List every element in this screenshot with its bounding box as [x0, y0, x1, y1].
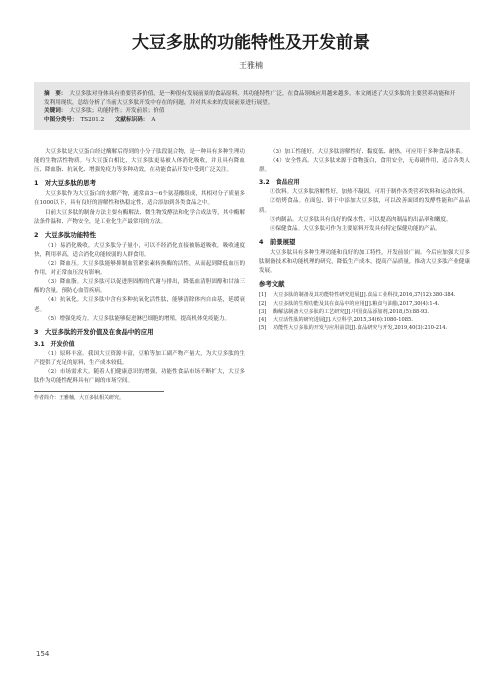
section-2-heading: 2 大豆多肽功能特性 [34, 230, 96, 239]
abstract-box [34, 82, 470, 130]
section-3-heading: 3 大豆多肽的开发价值及在食品中的应用 [34, 327, 154, 336]
author-name: 王雅楠 [239, 61, 263, 70]
abstract-text: 大豆多肽对身体具有重要营养价值，是一种很有发展前景的食品原料，其功能特性广泛，在食品领域应用越来越多。本文阐述了大豆多肽的主要营养功能和开发利用现状，总结分析了当前大豆多肽开发中存在的问题，并对其未来的发展前景进行展望。 [44, 91, 456, 106]
abstract-label: 摘 要： [44, 91, 67, 97]
section-3-2-heading: 3.2 食品应用 [259, 179, 300, 187]
food-use-paragraph-4: ④保健食品。大豆多肽可作为主要原料开发具有特定保健功能的产品。 [270, 225, 441, 232]
doc-code-value: A [151, 116, 156, 123]
reference-item: [1] 大豆多肽的制备及其功能特性研究进展[J].食品工业科技,2016,37(12):380-384. [259, 292, 456, 299]
section-4-heading: 4 前景展望 [259, 237, 296, 246]
food-use-paragraph-2: ②焙烤食品。在面包、饼干中添加大豆多肽，可以改善面团的发酵性能和产品品质。 [259, 198, 470, 214]
food-use-paragraph-1: ①饮料。大豆多肽溶解性好，加热不凝固，可用于制作各类营养饮料和运动饮料。 [270, 189, 469, 196]
section-3-paragraph-3: （3）加工性能好。大豆多肽溶解性好、黏度低、耐热，可应用于多种食品体系。 [270, 149, 467, 155]
section-2-paragraph-3: （3）降血脂。大豆多肽可以促进胆固醇的代谢与排出，降低血清胆固醇和甘油三酯的含量，预防心血管疾病。 [34, 279, 245, 295]
section-2-paragraph-1: （1）易消化吸收。大豆多肽分子量小，可以不经消化直接被肠道吸收，吸收速度快，利用率高，适合消化功能较弱的人群食用。 [34, 242, 245, 258]
left-column [34, 148, 245, 402]
references-list [259, 291, 470, 332]
article-title: 大豆多肽的功能特性及开发前景 [132, 33, 370, 53]
section-2-paragraph-5: （5）增强免疫力。大豆多肽能够促进淋巴细胞的增殖，提高机体免疫能力。 [45, 315, 231, 322]
section-1-paragraph-2: 目前大豆多肽的制备方法主要有酶解法、微生物发酵法和化学合成法等，其中酶解法条件温和、产物安全，是工业化生产最常用的方法。 [34, 209, 245, 225]
clc-value: TS201.2 [80, 116, 105, 123]
section-3-paragraph-2: （2）市场需求大。随着人们健康意识的增强，功能性食品市场不断扩大，大豆多肽作为功能性配料具有广阔的市场空间。 [34, 369, 245, 385]
right-column [259, 148, 470, 402]
section-2-paragraph-2: （2）降血压。大豆多肽能够抑制血管紧张素转换酶的活性，从而起到降低血压的作用，对正常血压没有影响。 [34, 261, 245, 277]
intro-paragraph: 大豆多肽是大豆蛋白经过酶解后得到的小分子肽段混合物，是一种具有多种生理功能的生物活性物质。与大豆蛋白相比，大豆多肽更易被人体消化吸收，并且具有降血压、降血脂、抗氧化、增强免疫力等多种功效，在功能食品开发中受到广泛关注。 [34, 149, 245, 174]
keywords-text: 大豆多肽；功能特性；开发前景；价值 [69, 108, 165, 115]
section-2-paragraph-4: （4）抗氧化。大豆多肽中含有多种抗氧化活性肽，能够清除体内自由基，延缓衰老。 [34, 297, 245, 313]
author-info: 作者简介：王雅楠，大豆多肽相关研究。 [34, 391, 164, 402]
section-1-paragraph-1: 大豆多肽作为大豆蛋白的水解产物，通常由3～6个氨基酸组成，其相对分子质量多在1000以下，具有良好的溶解性和热稳定性，适合添加到各类食品之中。 [34, 191, 245, 207]
page-number: 154 [36, 650, 50, 658]
section-1-heading: 1 对大豆多肽的思考 [34, 179, 96, 188]
references-heading: 参考文献 [259, 280, 285, 289]
section-3-paragraph-4: （4）安全性高。大豆多肽来源于食物蛋白，食用安全，无毒副作用，适合各类人群。 [259, 158, 470, 174]
section-4-paragraph: 大豆多肽具有多种生理功能和良好的加工特性，开发前景广阔。今后应加强大豆多肽制备技术和功能机理的研究，降低生产成本，提高产品质量，推动大豆多肽产业健康发展。 [259, 249, 470, 275]
clc-label: 中图分类号： [44, 116, 78, 123]
reference-item: [3] 酶解法制备大豆多肽的工艺研究[J].中国食品添加剂,2018,(5):88-93. [259, 308, 430, 315]
section-3-paragraph-1: （1）原料丰富。我国大豆资源丰富，豆粕等加工副产物产量大，为大豆多肽的生产提供了充足的原料，生产成本较低。 [34, 350, 245, 366]
body-columns [34, 148, 470, 402]
reference-item: [2] 大豆多肽的生理功能及其在食品中的应用[J].粮食与油脂,2017,30(4):1-4. [259, 300, 440, 307]
reference-item: [5] 功能性大豆多肽的开发与应用前景[J].食品研究与开发,2019,40(3):210-214. [259, 325, 448, 332]
keywords-label: 关键词： [44, 108, 67, 115]
section-3-1-heading: 3.1 开发价值 [34, 340, 75, 348]
food-use-paragraph-3: ③肉制品。大豆多肽具有良好的保水性，可以提高肉制品的出品率和嫩度。 [270, 216, 452, 223]
doc-code-label: 文献标识码： [114, 116, 149, 123]
reference-item: [4] 大豆活性肽的研究进展[J].大豆科学,2015,34(6):1080-1085. [259, 316, 413, 323]
